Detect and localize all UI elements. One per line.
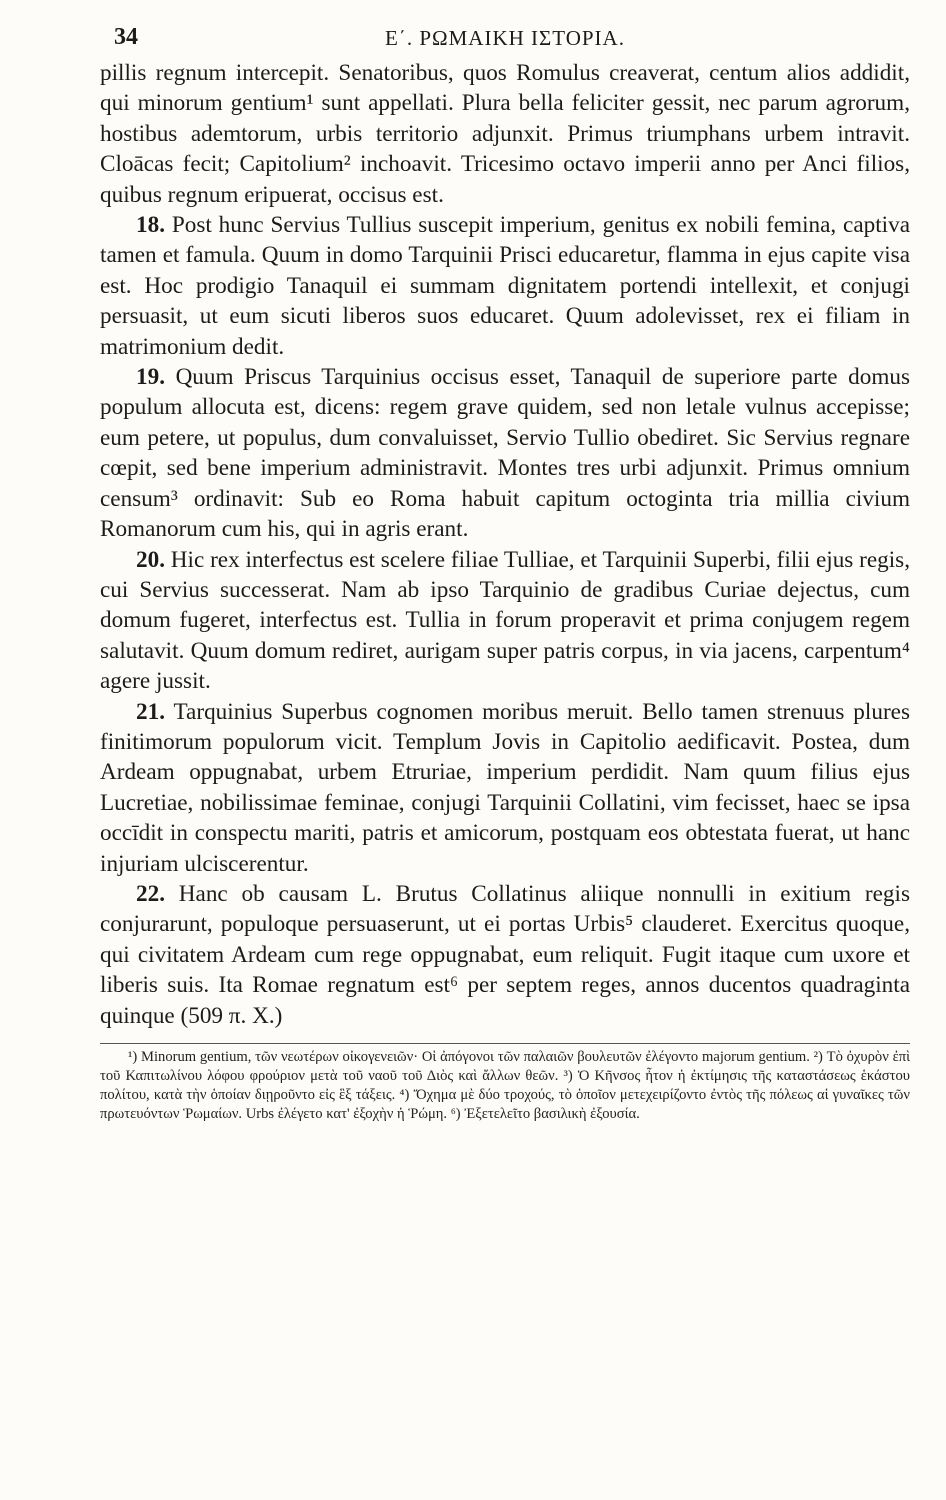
paragraph-text: Tarquinius Superbus cognomen moribus meruit. Bello tamen strenuus plures finitimorum populorum vicit. Templum Jovis in Capitolio aedificavit. Postea, dum Ardeam oppugnabat, urbem Etruriae, imperium perdidit. Nam quum filius ejus Lucretiae, nobilissimae feminae, conjugi Tarquinii Collatini, vim fecisset, haec se ipsa occīdit in conspectu mariti, patris et amicorum, postquam eos obtestata fuerat, ut hanc injuriam ulciscerentur. xyxy=(100,698,910,877)
footnote-text: ¹) Minorum gentium, τῶν νεωτέρων οἰκογενειῶν· Οἱ ἀπόγονοι τῶν παλαιῶν βουλευτῶν ἐλέγοντο majorum gentium. ²) Τὸ ὀχυρὸν ἐπὶ τοῦ Καπιτωλίνου λόφου φρούριον μετὰ τοῦ ναοῦ τοῦ Διὸς καὶ ἄλλων θεῶν. ³) Ὁ Κῆνσος ἦτον ἡ ἐκτίμησις τῆς καταστάσεως ἑκάστου πολίτου, κατὰ τὴν ὁποίαν διῃροῦντο εἰς ἓξ τάξεις. ⁴) Ὄχημα μὲ δύο τροχούς, τὸ ὁποῖον μετεχειρίζοντο ἐντὸς τῆς πόλεως αἱ γυναῖκες τῶν πρωτευόντων Ῥωμαίων. Urbs ἐλέγετο κατ' ἐξοχὴν ἡ Ῥώμη. ⁶) Ἐξετελεῖτο βασιλικὴ ἐξουσία. xyxy=(100,1049,910,1122)
paragraph-19 xyxy=(100,362,910,544)
running-title: Ε΄. ΡΩΜΑΙΚΗ ΙΣΤΟΡΙΑ. xyxy=(385,26,625,50)
section-number: 21. xyxy=(136,698,165,725)
page-number: 34 xyxy=(114,24,138,50)
paragraph-text: Hanc ob causam L. Brutus Collatinus aliique nonnulli in exitium regis conjurarunt, populoque persuaserunt, ut ei portas Urbis⁵ clauderet. Exercitus quoque, qui civitatem Ardeam cum rege oppugnabat, eum reliquit. Fugit itaque cum uxore et liberis suis. Ita Romae regnatum est⁶ per septem reges, annos ducentos quadraginta quinque (509 π. X.) xyxy=(100,880,910,1029)
paragraph-22 xyxy=(100,879,910,1031)
page-header xyxy=(100,18,910,58)
paragraph-text: Quum Priscus Tarquinius occisus esset, Tanaquil de superiore parte domus populum allocuta est, dicens: regem grave quidem, sed non letale vulnus accepisse; eum petere, ut populus, dum convaluisset, Servio Tullio obediret. Sic Servius regnare cœpit, sed bene imperium administravit. Montes tres urbi adjunxit. Primus omnium censum³ ordinavit: Sub eo Roma habuit capitum octoginta tria millia civium Romanorum cum his, qui in agris erant. xyxy=(100,364,910,543)
paragraph-text: Post hunc Servius Tullius suscepit imperium, genitus ex nobili femina, captiva tamen et famula. Quum in domo Tarquinii Prisci educaretur, flamma in ejus capite visa est. Hoc prodigio Tanaquil ei summam dignitatem portendi intellexit, et conjugi persuasit, ut eum sicuti liberos suos educaret. Quum adolevisset, rex ei filiam in matrimonium dedit. xyxy=(100,212,911,360)
paragraph-text: Hic rex interfectus est scelere filiae Tulliae, et Tarquinii Superbi, filii ejus regis, cui Servius successerat. Nam ab ipso Tarquinio de gradibus Curiae dejectus, cum domum fugeret, interfectus est. Tullia in forum properavit et prima conjugem regem salutavit. Quum domum rediret, aurigam super patris corpus, in via jacens, carpentum⁴ agere jussit. xyxy=(100,546,910,695)
section-number: 19. xyxy=(136,364,165,391)
paragraph-21 xyxy=(100,697,910,879)
footnotes xyxy=(100,1043,910,1124)
section-number: 18. xyxy=(136,212,165,239)
paragraph-18 xyxy=(100,210,910,362)
paragraph-20 xyxy=(100,545,910,697)
section-number: 20. xyxy=(136,546,165,573)
section-number: 22. xyxy=(136,880,165,907)
main-text xyxy=(100,58,910,1031)
paragraph-17-continued: pillis regnum intercepit. Senatoribus, quos Romulus creaverat, centum alios addidit, qui minorum gentium¹ sunt appellati. Plura bella feliciter gessit, nec parum agrorum, hostibus ademtorum, urbis territorio adjunxit. Primus triumphans urbem intravit. Cloācas fecit; Capitolium² inchoavit. Tricesimo octavo imperii anno per Anci filios, quibus regnum eripuerat, occisus est. xyxy=(100,60,910,208)
